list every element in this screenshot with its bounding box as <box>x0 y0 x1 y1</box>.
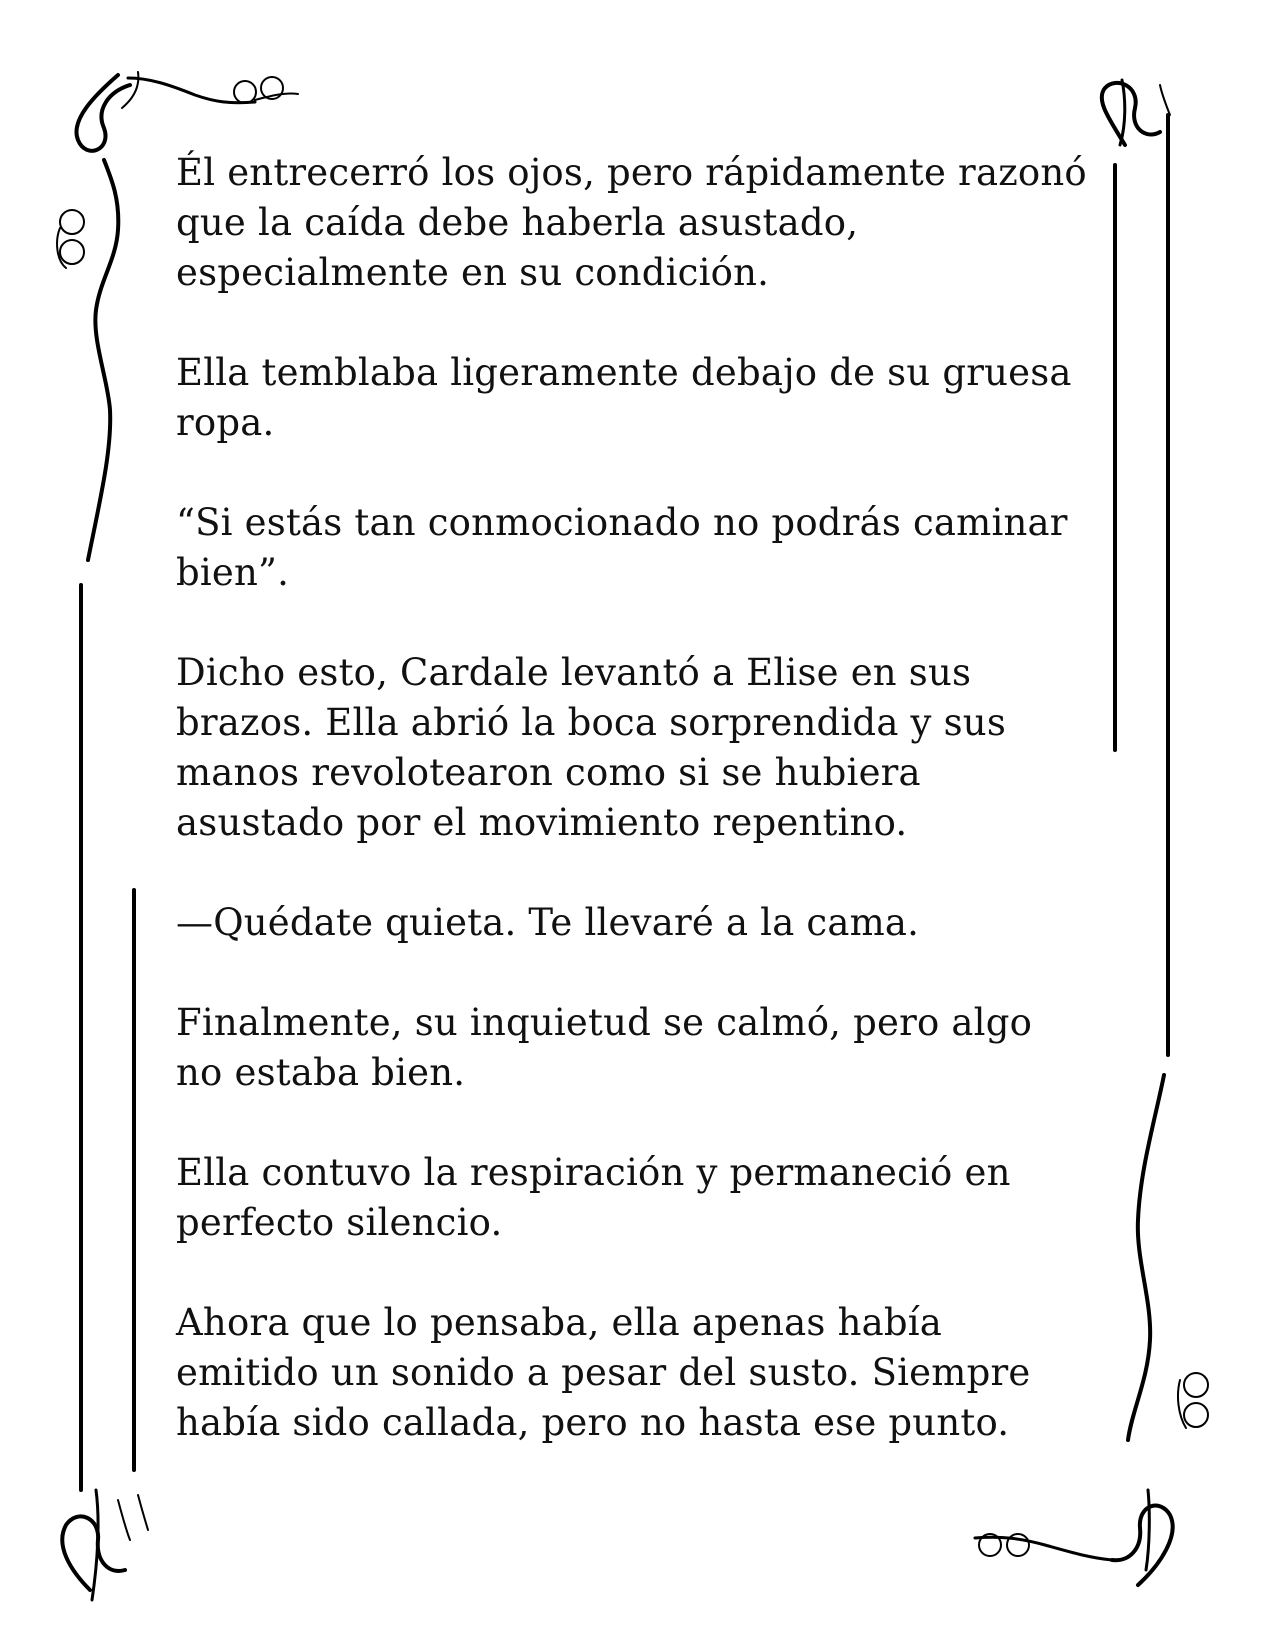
text-line: perfecto silencio. <box>176 1201 503 1244</box>
text-line: brazos. Ella abrió la boca sorprendida y sus <box>176 701 1007 744</box>
top-right-flourish-icon <box>1102 80 1170 145</box>
text-line: Ella contuvo la respiración y permaneció en <box>176 1151 1011 1194</box>
paragraph-7 <box>176 1148 1106 1248</box>
text-line: bien”. <box>176 551 290 594</box>
text-line: asustado por el movimiento repentino. <box>176 801 908 844</box>
text-line: Finalmente, su inquietud se calmó, pero algo <box>176 1001 1033 1044</box>
paragraph-4 <box>176 648 1106 848</box>
paragraph-3 <box>176 498 1106 598</box>
text-line: Dicho esto, Cardale levantó a Elise en sus <box>176 651 972 694</box>
paragraph-8 <box>176 1298 1106 1448</box>
text-line: emitido un sonido a pesar del susto. Siempre <box>176 1351 1031 1394</box>
text-line: ropa. <box>176 401 275 444</box>
text-line: especialmente en su condición. <box>176 251 770 294</box>
bottom-left-flourish-icon <box>62 1490 148 1600</box>
text-line: Ella temblaba ligeramente debajo de su gruesa <box>176 351 1072 394</box>
text-line: —Quédate quieta. Te llevaré a la cama. <box>176 901 920 944</box>
document-body <box>176 148 1106 1448</box>
text-line: no estaba bien. <box>176 1051 466 1094</box>
text-line: que la caída debe haberla asustado, <box>176 201 859 244</box>
text-line: “Si estás tan conmocionado no podrás caminar <box>176 501 1068 544</box>
text-line: Él entrecerró los ojos, pero rápidamente razonó <box>176 151 1087 194</box>
text-line: había sido callada, pero no hasta ese punto. <box>176 1401 1010 1444</box>
paragraph-2 <box>176 348 1106 448</box>
paragraph-6 <box>176 998 1106 1098</box>
text-line: Ahora que lo pensaba, ella apenas había <box>176 1301 943 1344</box>
paragraph-5 <box>176 898 1106 948</box>
text-line: manos revolotearon como si se hubiera <box>176 751 921 794</box>
paragraph-1 <box>176 148 1106 298</box>
